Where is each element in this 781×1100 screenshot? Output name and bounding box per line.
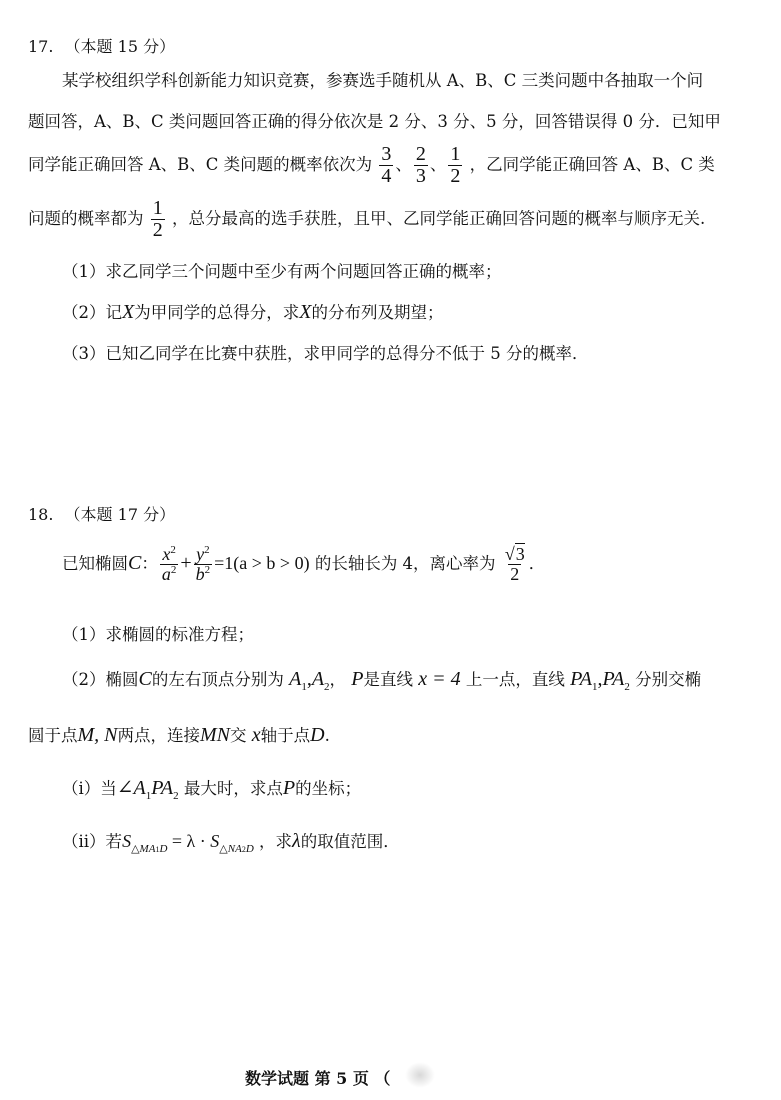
frac-1-2 [448, 144, 462, 187]
lines-pa1-pa2 [570, 668, 630, 693]
period: ． [528, 553, 546, 573]
var-m: M [139, 842, 149, 855]
q18-i-rest: 最大时，求点 [183, 779, 283, 798]
var-a: A [148, 842, 156, 855]
var-lambda: λ [292, 830, 301, 852]
q18-intro-mid: 的长轴长为 4，离心率为 [314, 553, 496, 573]
area-ratio-equation [122, 831, 254, 855]
var-x: x [162, 544, 171, 564]
q17-number: 17. [28, 37, 54, 56]
q17-sub2-b: 为甲同学的总得分，求 [134, 303, 300, 322]
frac-x2-a2 [160, 545, 179, 584]
q18-sub2-j: 轴于点 [260, 726, 311, 745]
frac-den: 2 [152, 219, 163, 241]
comma: , [306, 668, 312, 690]
subscript: 2 [324, 681, 330, 693]
var-d: D [159, 842, 168, 855]
equation-rhs: =1(a > b > 0) [214, 552, 310, 573]
var-d: D [310, 724, 325, 746]
q17-sub3: （3）已知乙同学在比赛中获胜，求甲同学的总得分不低于 5 分的概率． [62, 344, 589, 363]
var-pa: PA [151, 777, 174, 799]
var-c: C [138, 668, 152, 690]
var-pa: PA [570, 668, 592, 690]
q18-points: （本题 17 分） [64, 505, 176, 524]
q18-ii-end: ，求 [259, 832, 293, 851]
var-b: b [195, 563, 205, 584]
q18-i-end: 的坐标； [295, 779, 362, 798]
var-pa: PA [602, 668, 625, 690]
frac-den: 2 [450, 165, 461, 187]
q17-sub2-c: 的分布列及期望； [311, 303, 444, 322]
var-p: P [282, 777, 296, 799]
var-a: A [289, 668, 302, 690]
q18-sub2-g: 圆于点 [28, 726, 78, 745]
var-x: x [251, 724, 261, 746]
q18-sub2-f: 分别交椭 [635, 670, 702, 689]
colon: ： [141, 553, 158, 573]
separator: 、 [395, 155, 412, 174]
q17-heading [28, 34, 175, 57]
page-footer: 数学试题 第 5 页 （ [245, 1069, 391, 1088]
q18-sub2-h: 两点，连接 [117, 726, 200, 745]
subscript: 2 [624, 681, 630, 693]
segment-mn: MN [200, 724, 230, 746]
frac-den: 2 [510, 563, 520, 584]
plus-sign: + [180, 551, 192, 574]
subscript: 1 [155, 844, 160, 854]
angle-a1pa2 [116, 777, 179, 802]
q18-number: 18. [28, 505, 54, 524]
separator: 、 [429, 155, 447, 174]
q18-intro-pre: 已知椭圆 [62, 553, 128, 573]
q18-ii-tail: 的取值范围． [300, 832, 400, 851]
angle-symbol: ∠A [116, 777, 146, 799]
q18-part-i [62, 775, 361, 802]
subscript: 1 [591, 681, 598, 693]
q18-part-ii [62, 828, 400, 855]
frac-num: 1 [152, 197, 163, 219]
frac-den [160, 564, 179, 584]
exponent: 2 [204, 544, 210, 556]
vertices-a1-a2 [289, 668, 330, 693]
q18-sub2-line2 [28, 722, 330, 747]
var-y: y [196, 544, 205, 564]
var-x: X [122, 301, 135, 323]
frac-den: 4 [381, 165, 392, 187]
equals-lambda: = λ · [167, 831, 211, 851]
var-p: P [351, 668, 364, 690]
subscript: 2 [241, 844, 246, 854]
q18-sub2-a: （2）椭圆 [62, 670, 139, 689]
q17-sub1: （1）求乙同学三个问题中至少有两个问题回答正确的概率； [62, 262, 502, 281]
q17-line3-post: ，乙同学能正确回答 A、B、C 类 [469, 155, 715, 174]
var-s: S [210, 831, 220, 851]
frac-3-4 [379, 144, 393, 187]
q17-points: （本题 15 分） [64, 37, 176, 56]
frac-den [194, 564, 213, 584]
var-a: A [311, 668, 325, 690]
var-d: D [245, 842, 254, 855]
exponent: 2 [170, 544, 176, 556]
frac-num: √3 [504, 544, 525, 564]
var-x: X [299, 301, 312, 323]
frac-num [160, 545, 178, 564]
q17-line4-pre: 问题的概率都为 [28, 209, 144, 228]
q17-line3-pre: 同学能正确回答 A、B、C 类问题的概率依次为 [28, 155, 373, 174]
q18-sub2-i: 交 [230, 726, 247, 745]
frac-2-3 [414, 144, 428, 187]
ellipse-name: C [128, 551, 142, 574]
points-m-n: M, N [77, 724, 118, 746]
q18-i-label: （ⅰ）当 [62, 779, 117, 798]
var-a: A [235, 842, 242, 855]
q17-sub2 [62, 299, 443, 324]
q18-intro [62, 545, 545, 584]
frac-num: 1 [450, 143, 461, 165]
frac-num: 2 [415, 143, 426, 165]
q17-line4-post: ，总分最高的选手获胜，且甲、乙同学能正确回答问题的概率与顺序无关. [172, 209, 706, 228]
triangle-symbol: △ [131, 842, 140, 855]
frac-y2-b2 [194, 545, 213, 584]
exponent: 2 [170, 563, 177, 576]
subscript: 2 [173, 790, 179, 802]
frac-den: 3 [415, 165, 426, 187]
q18-sub2-b: 的左右顶点分别为 [151, 670, 284, 689]
q18-sub1: （1）求椭圆的标准方程； [62, 625, 254, 644]
subscript: 1 [145, 790, 152, 802]
line-equation: x = 4 [418, 668, 461, 690]
var-a: a [161, 563, 171, 584]
subscript: 1 [301, 681, 307, 693]
subscript-triangle-ma1d [131, 843, 167, 855]
q17-line3 [28, 144, 715, 187]
scan-smudge [405, 1062, 435, 1088]
comma: ， [329, 670, 347, 689]
frac-sqrt3-2 [503, 545, 527, 584]
q17-line2: 题回答，A、B、C 类问题回答正确的得分依次是 2 分、3 分、5 分，回答错误得 0 分．已知甲 [28, 112, 721, 131]
subscript-triangle-na2d [219, 843, 254, 855]
frac-num [194, 545, 212, 564]
q18-sub2-d: 是直线 [363, 670, 413, 689]
frac-1-2-b [151, 198, 165, 241]
comma: , [597, 668, 603, 690]
q18-sub2-e: 上一点，直线 [465, 670, 565, 689]
frac-num: 3 [381, 143, 392, 165]
q18-ii-label: （ⅱ）若 [62, 832, 123, 851]
period: . [324, 726, 330, 745]
q17-line1: 某学校组织学科创新能力知识竞赛，参赛选手随机从 A、B、C 三类问题中各抽取一个问 [62, 71, 704, 90]
q18-sub2-line1 [62, 666, 701, 693]
triangle-symbol: △ [219, 842, 228, 855]
q17-sub2-a: （2）记 [62, 303, 122, 322]
sqrt-arg: 3 [515, 544, 525, 564]
var-s: S [122, 831, 132, 851]
q18-heading [28, 502, 175, 525]
q17-line4 [28, 198, 705, 241]
var-n: N [227, 842, 236, 855]
exponent: 2 [204, 563, 211, 576]
